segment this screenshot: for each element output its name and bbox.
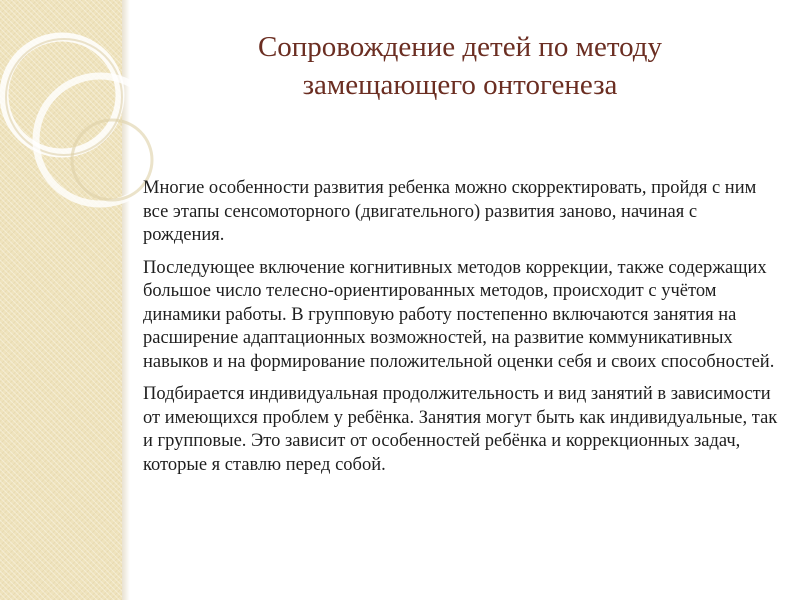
slide-title-line-2: замещающего онтогенеза xyxy=(302,69,618,101)
slide-title xyxy=(140,28,780,104)
paragraph-1: Многие особенности развития ребенка можно скорректировать, пройдя с ним все этапы сенсомоторного (двигательного) развития заново, начиная с рождения. xyxy=(143,178,757,245)
decorative-ring-large-shadow xyxy=(6,39,122,155)
slide-title-line-1: Сопровождение детей по методу xyxy=(257,31,663,63)
paragraph-2: Последующее включение когнитивных методов коррекции, также содержащих большое число телесно-ориентированных методов, происходит с учётом динамики работы. В групповую работу постепенно включаются занятия на расширение адаптационных возможностей, на развитие коммуникативных навыков и на формирование положительной оценки себя и своих способностей. xyxy=(143,257,775,372)
paragraph-3: Подбирается индивидуальная продолжительность и вид занятий в зависимости от имеющихся проблем у ребёнка. Занятия могут быть как индивидуальные, так и групповые. Это зависит от особенностей ребёнка и коррекционных задач, которые я ставлю перед собой. xyxy=(143,384,778,475)
slide-body xyxy=(143,177,783,486)
